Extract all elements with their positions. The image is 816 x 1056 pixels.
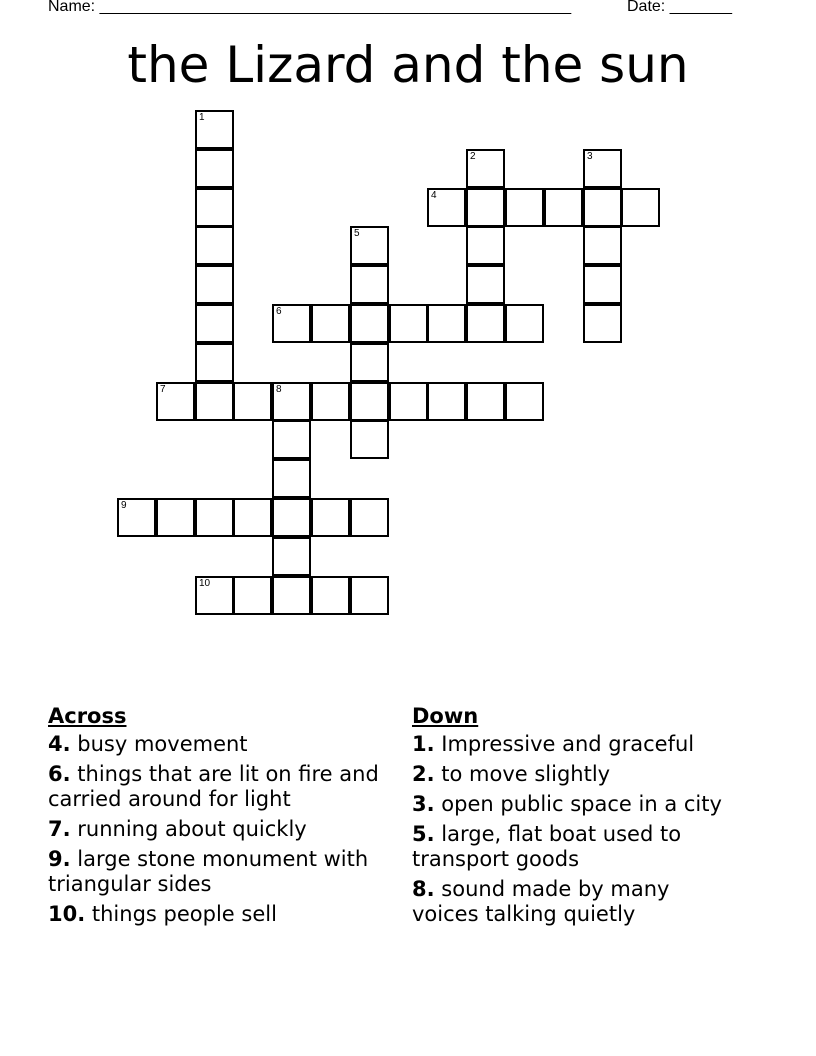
down-heading: Down: [412, 704, 479, 728]
grid-cell[interactable]: [583, 265, 622, 304]
grid-cell[interactable]: [272, 382, 311, 421]
clue-text: open public space in a city: [441, 792, 722, 816]
clue-down-5: [412, 822, 742, 872]
grid-cell[interactable]: [505, 382, 544, 421]
cell-number: 4: [431, 190, 437, 201]
grid-cell[interactable]: [350, 343, 389, 382]
grid-cell[interactable]: [466, 226, 505, 265]
clue-across-9: [48, 847, 388, 897]
grid-cell[interactable]: [505, 304, 544, 343]
page-title: the Lizard and the sun: [127, 36, 689, 94]
clue-across-6: [48, 762, 388, 812]
clue-number: 5.: [412, 822, 435, 846]
grid-cell[interactable]: [195, 188, 234, 227]
grid-cell[interactable]: [466, 188, 505, 227]
grid-cell[interactable]: [195, 498, 234, 537]
clue-number: 4.: [48, 732, 71, 756]
grid-cell[interactable]: [505, 188, 544, 227]
grid-cell[interactable]: [466, 382, 505, 421]
grid-cell[interactable]: [427, 382, 466, 421]
grid-cell[interactable]: [350, 265, 389, 304]
grid-cell[interactable]: [156, 498, 195, 537]
clue-number: 10.: [48, 902, 86, 926]
grid-cell[interactable]: [156, 382, 195, 421]
clue-number: 1.: [412, 732, 435, 756]
grid-cell[interactable]: [272, 420, 311, 459]
grid-cell[interactable]: [272, 537, 311, 576]
grid-cell[interactable]: [466, 304, 505, 343]
grid-cell[interactable]: [544, 188, 583, 227]
grid-cell[interactable]: [195, 226, 234, 265]
grid-cell[interactable]: [311, 382, 350, 421]
grid-cell[interactable]: [350, 304, 389, 343]
grid-cell[interactable]: [272, 459, 311, 498]
clue-number: 8.: [412, 877, 435, 901]
cell-number: 8: [276, 384, 282, 395]
clue-across-10: [48, 902, 388, 927]
grid-cell[interactable]: [195, 576, 234, 615]
grid-cell[interactable]: [195, 149, 234, 188]
clue-text: things people sell: [91, 902, 277, 926]
across-heading: Across: [48, 704, 127, 728]
clue-text: things that are lit on fire and carried around for light: [48, 762, 379, 811]
clue-text: running about quickly: [77, 817, 307, 841]
clue-down-3: [412, 792, 742, 817]
clue-down-1: [412, 732, 742, 757]
grid-cell[interactable]: [272, 498, 311, 537]
grid-cell[interactable]: [272, 576, 311, 615]
clue-down-8: [412, 877, 742, 927]
clue-across-4: [48, 732, 388, 757]
grid-cell[interactable]: [117, 498, 156, 537]
clue-text: sound made by many voices talking quietly: [412, 877, 670, 926]
grid-cell[interactable]: [621, 188, 660, 227]
down-clues: [412, 702, 742, 932]
grid-cell[interactable]: [311, 498, 350, 537]
grid-cell[interactable]: [583, 226, 622, 265]
grid-cell[interactable]: [583, 149, 622, 188]
clue-number: 7.: [48, 817, 71, 841]
grid-cell[interactable]: [427, 304, 466, 343]
clue-number: 9.: [48, 847, 71, 871]
grid-cell[interactable]: [195, 343, 234, 382]
grid-cell[interactable]: [583, 304, 622, 343]
across-clues: [48, 702, 388, 932]
clue-text: Impressive and graceful: [441, 732, 695, 756]
grid-cell[interactable]: [427, 188, 466, 227]
grid-cell[interactable]: [350, 226, 389, 265]
grid-cell[interactable]: [350, 420, 389, 459]
clue-down-2: [412, 762, 742, 787]
grid-cell[interactable]: [350, 382, 389, 421]
grid-cell[interactable]: [389, 304, 428, 343]
cell-number: 5: [354, 228, 360, 239]
grid-cell[interactable]: [195, 110, 234, 149]
cell-number: 3: [587, 151, 593, 162]
cell-number: 10: [199, 578, 211, 589]
grid-cell[interactable]: [233, 498, 272, 537]
name-field-label: Name: _____________________________________________________: [48, 0, 572, 15]
grid-cell[interactable]: [311, 576, 350, 615]
grid-cell[interactable]: [583, 188, 622, 227]
grid-cell[interactable]: [233, 382, 272, 421]
clue-number: 3.: [412, 792, 435, 816]
grid-cell[interactable]: [466, 265, 505, 304]
grid-cell[interactable]: [389, 382, 428, 421]
grid-cell[interactable]: [466, 149, 505, 188]
grid-cell[interactable]: [233, 576, 272, 615]
grid-cell[interactable]: [195, 265, 234, 304]
grid-cell[interactable]: [350, 498, 389, 537]
cell-number: 6: [276, 306, 282, 317]
grid-cell[interactable]: [350, 576, 389, 615]
clue-across-7: [48, 817, 388, 842]
cell-number: 9: [121, 500, 127, 511]
clue-text: large stone monument with triangular sides: [48, 847, 369, 896]
clue-text: to move slightly: [441, 762, 611, 786]
grid-cell[interactable]: [272, 304, 311, 343]
date-field-label: Date: _______: [627, 0, 732, 15]
clue-number: 2.: [412, 762, 435, 786]
cell-number: 7: [160, 384, 166, 395]
grid-cell[interactable]: [311, 304, 350, 343]
cell-number: 2: [470, 151, 476, 162]
grid-cell[interactable]: [195, 304, 234, 343]
clue-text: large, flat boat used to transport goods: [412, 822, 682, 871]
grid-cell[interactable]: [195, 382, 234, 421]
cell-number: 1: [199, 112, 205, 123]
clue-number: 6.: [48, 762, 71, 786]
clue-text: busy movement: [77, 732, 248, 756]
